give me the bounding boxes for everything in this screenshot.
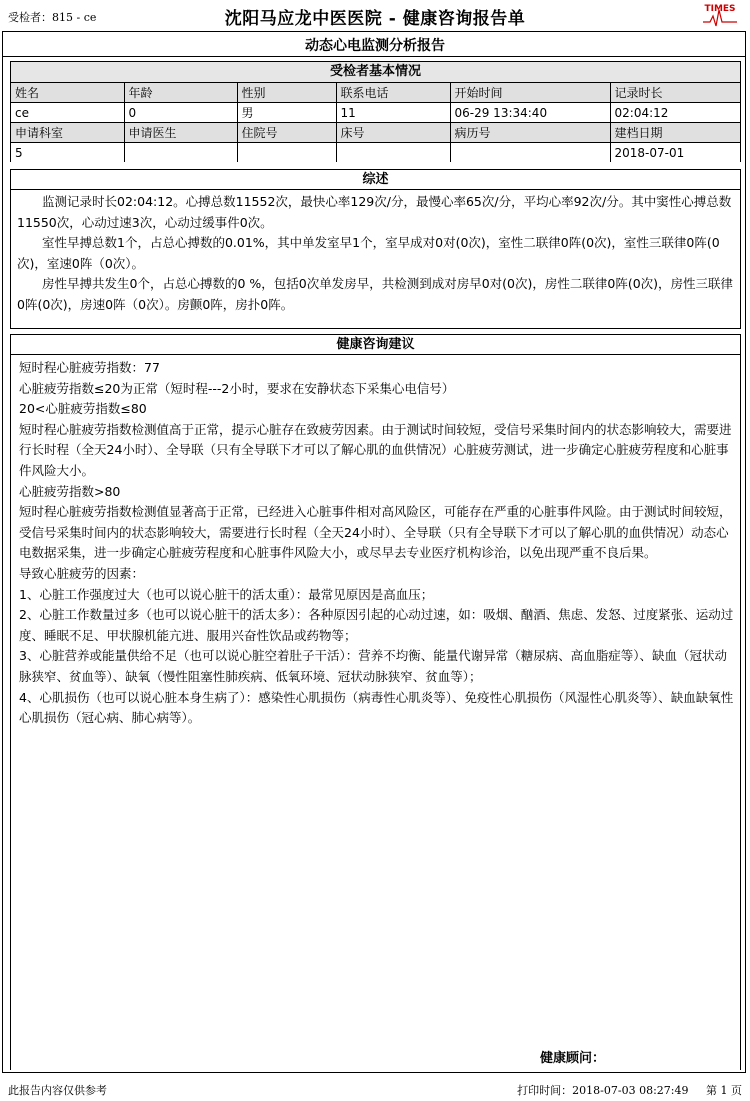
summary-text [11,190,740,315]
basic-info-table [11,83,740,162]
footer-disclaimer: 此报告内容仅供参考 [8,1084,107,1097]
consultant-label: 健康顾问： [540,1051,606,1066]
value-name: ce [11,103,124,123]
summary-paragraph: 房性早搏共发生0个，占总心搏数的0 %，包括0次单发房早，共检测到成对房早0对(0次)，房性二联律0阵(0次)，房性三联律0阵(0次)，房速0阵（0次）。房颤0阵，房扑0阵。 [17,276,734,312]
header-start-time: 开始时间 [450,83,610,103]
info-value-row-1 [11,103,740,123]
logo-text: TIMES [704,4,736,14]
advice-section [10,334,741,1070]
advice-title: 健康咨询建议 [11,335,740,355]
header-name: 姓名 [11,83,124,103]
advice-line: 20<心脏疲劳指数≤80 [19,401,147,417]
value-department: 5 [11,143,124,163]
summary-title: 综述 [11,170,740,190]
advice-line: 导致心脏疲劳的因素： [19,565,145,581]
advice-line: 1、心脏工作强度过大（也可以说心脏干的活太重）：最常见原因是高血压； [19,586,434,602]
summary-paragraph: 监测记录时长02:04:12。心搏总数11552次，最快心率129次/分，最慢心率65次/分，平均心率92次/分。其中窦性心搏总数11550次，心动过速3次，心动过缓事件0次。 [17,194,732,230]
print-time: 打印时间：2018-07-03 08:27:49 [517,1084,689,1097]
advice-line: 短时程心脏疲劳指数检测值高于正常，提示心脏存在致疲劳因素。由于测试时间较短，受信号采集时间内的状态影响较大，需要进行长时程（全天24小时）、全导联（只有全导联下才可以了解心肌的血供情况）心脏疲劳测试，进一步确定心脏疲劳程度和心脏事件风险大小。 [19,421,732,478]
advice-text [11,355,740,729]
footer-info [503,1082,742,1098]
header-duration: 记录时长 [610,83,740,103]
times-logo [702,2,738,28]
title-divider [2,56,746,57]
page-number: 第 1 页 [706,1084,742,1097]
header-department: 申请科室 [11,123,124,143]
header-record-no: 病历号 [450,123,610,143]
value-age: 0 [124,103,237,123]
header-bed-no: 床号 [336,123,450,143]
header-inpatient-no: 住院号 [237,123,336,143]
value-bed-no [336,143,450,163]
header-doctor: 申请医生 [124,123,237,143]
advice-line: 4、心肌损伤（也可以说心脏本身生病了）：感染性心肌损伤（病毒性心肌炎等）、免疫性心肌损伤（风湿性心肌炎等）、缺血缺氧性心肌损伤（冠心病、肺心病等）。 [19,689,734,726]
value-inpatient-no [237,143,336,163]
header-phone: 联系电话 [336,83,450,103]
value-duration: 02:04:12 [610,103,740,123]
value-sex: 男 [237,103,336,123]
advice-line: 3、心脏营养或能量供给不足（也可以说心脏空着肚子干活）：营养不均衡、能量代谢异常（糖尿病、高血脂症等）、缺血（冠状动脉狭窄、贫血等）、缺氧（慢性阻塞性肺疾病、低氧环境、冠状动脉狭窄、贫血等）； [19,648,727,684]
examiner-label: 受检者：815 - ce [8,11,97,24]
hospital-title: 沈阳马应龙中医医院 - 健康咨询报告单 [224,9,526,29]
basic-info-title: 受检者基本情况 [11,62,740,83]
summary-section [10,169,741,329]
info-header-row-1 [11,83,740,103]
value-start-time: 06-29 13:34:40 [450,103,610,123]
value-phone: 11 [336,103,450,123]
summary-paragraph: 室性早搏总数1个，占总心搏数的0.01%，其中单发室早1个，室早成对0对(0次)，室性二联律0阵(0次)，室性三联律0阵(0次)，室速0阵（0次）。 [17,235,720,271]
basic-info-section [10,61,741,162]
info-header-row-2 [11,123,740,143]
value-file-date: 2018-07-01 [610,143,740,163]
advice-line: 心脏疲劳指数≤20为正常（短时程---2小时，要求在安静状态下采集心电信号） [19,380,455,396]
advice-line: 短时程心脏疲劳指数：77 [19,360,160,375]
advice-line: 2、心脏工作数量过多（也可以说心脏干的活太多）：各种原因引起的心动过速，如：吸烟、酗酒、焦虑、发怒、过度紧张、运动过度、睡眠不足、甲状腺机能亢进、服用兴奋性饮品或药物等； [19,607,734,643]
info-value-row-2 [11,143,740,163]
advice-line: 心脏疲劳指数>80 [19,483,121,499]
header-age: 年龄 [124,83,237,103]
report-title: 动态心电监测分析报告 [305,38,445,54]
value-record-no [450,143,610,163]
header-sex: 性别 [237,83,336,103]
value-doctor [124,143,237,163]
header-file-date: 建档日期 [610,123,740,143]
report-header [0,0,750,32]
advice-line: 短时程心脏疲劳指数检测值显著高于正常，已经进入心脏事件相对高风险区，可能存在严重的心脏事件风险。由于测试时间较短，受信号采集时间内的状态影响较大，需要进行长时程（全天24小时）、全导联（只有全导联下才可以了解心肌的血供情况）动态心电数据采集，进一步确定心脏疲劳程度和心脏事件风险大小，或尽早去专业医疗机构诊治，以免出现严重不良后果。 [19,504,732,561]
